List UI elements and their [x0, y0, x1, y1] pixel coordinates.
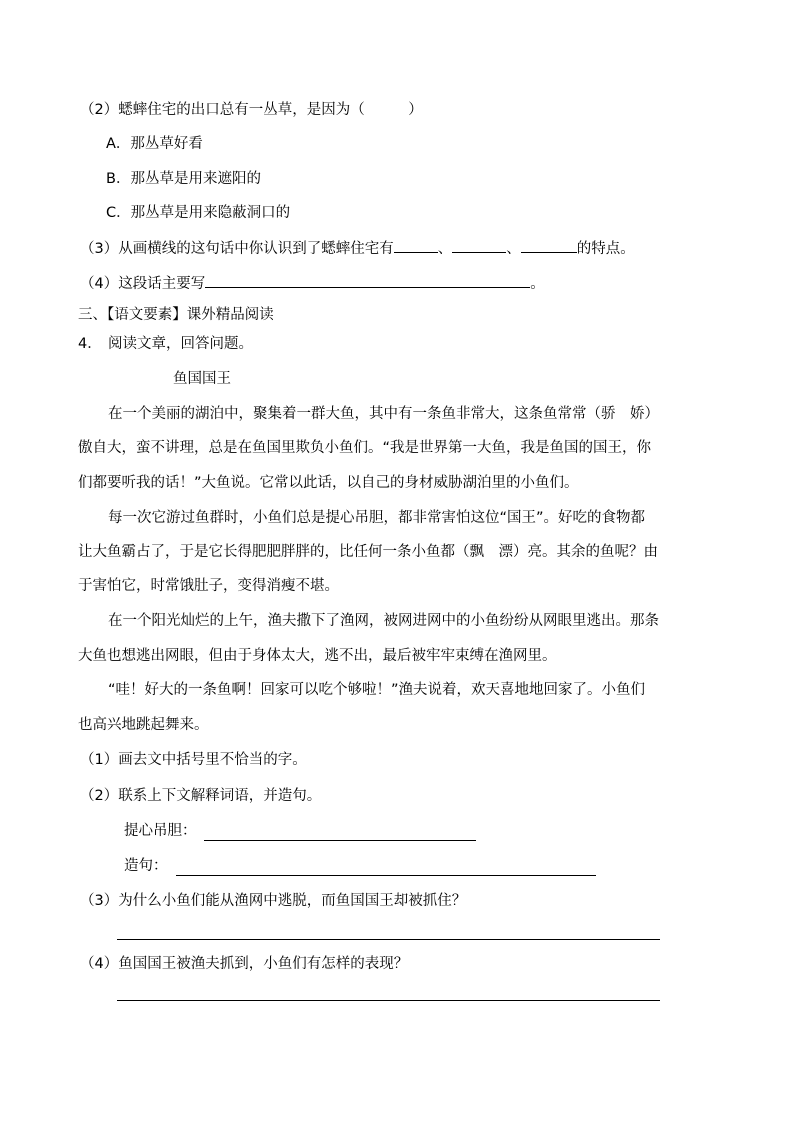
q3-blank-3[interactable]	[521, 238, 577, 253]
article-line: 大鱼也想逃出网眼，但由于身体太大，逃不出，最后被牢牢束缚在渔网里。	[78, 648, 557, 664]
q4-prefix: （4）这段话主要写	[80, 276, 206, 292]
article-line: 每一次它游过鱼群时，小鱼们总是提心吊胆，都非常害怕这位“国王”。好吃的食物都	[108, 510, 646, 526]
q3-sep-2: 、	[506, 241, 521, 257]
subq-3: （3）为什么小鱼们能从渔网中逃脱，而鱼国国王却被抓住？	[80, 893, 467, 909]
q4-blank[interactable]	[205, 273, 530, 288]
q3-blank-1[interactable]	[394, 238, 438, 253]
article-line: 于害怕它，时常饿肚子，变得消瘦不堪。	[78, 578, 339, 594]
article-line: 在一个阳光灿烂的上午，渔夫撒下了渔网，被网进网中的小鱼纷纷从网眼里逃出。那条	[108, 613, 659, 629]
subq-2: （2）联系上下文解释词语，并造句。	[80, 788, 322, 804]
article-line: 在一个美丽的湖泊中，聚集着一群大鱼，其中有一条鱼非常大，这条鱼常常（骄 娇）	[108, 406, 659, 422]
q2-option-a: A．那丛草好看	[106, 136, 203, 152]
article-line: “哇！好大的一条鱼啊！回家可以吃个够啦！”渔夫说着，欢天喜地地回家了。小鱼们	[108, 682, 646, 698]
q2-option-b: B．那丛草是用来遮阳的	[106, 171, 261, 187]
article-line: 也高兴地跳起舞来。	[78, 717, 209, 733]
q4-suffix: 。	[530, 276, 545, 292]
article-line: 傲自大，蛮不讲理，总是在鱼国里欺负小鱼们。“我是世界第一大鱼，我是鱼国的国王，你	[78, 440, 652, 456]
subq-4-answer-line[interactable]	[117, 1000, 660, 1001]
q4-line	[80, 273, 545, 294]
subq-2-term-label: 提心吊胆：	[124, 823, 197, 839]
q2-option-c: C．那丛草是用来隐蔽洞口的	[106, 205, 291, 221]
q3-blank-2[interactable]	[452, 238, 506, 253]
article-line: 们都要听我的话！”大鱼说。它常以此话，以自己的身材威胁湖泊里的小鱼们。	[78, 475, 579, 491]
subq-1: （1）画去文中括号里不恰当的字。	[80, 752, 307, 768]
q3-line	[80, 238, 635, 259]
q3-suffix: 的特点。	[576, 241, 635, 257]
article-line: 让大鱼霸占了，于是它长得肥肥胖胖的，比任何一条小鱼都（飘 漂）亮。其余的鱼呢？由	[78, 544, 658, 560]
q3-sep-1: 、	[437, 241, 453, 257]
section3-title: 三、【语文要素】课外精品阅读	[78, 307, 274, 323]
question4-number: 4．	[78, 336, 102, 352]
subq-2-sentence-label: 造句：	[124, 858, 168, 874]
q3-prefix: （3）从画横线的这句话中你认识到了蟋蟀住宅有	[80, 241, 394, 257]
question4-instruction: 阅读文章，回答问题。	[108, 336, 253, 352]
subq-4: （4）鱼国国王被渔夫抓到，小鱼们有怎样的表现？	[80, 956, 409, 972]
subq-2-term-answer-line[interactable]	[204, 840, 476, 841]
subq-2-sentence-answer-line[interactable]	[176, 875, 596, 876]
article-title: 鱼国国王	[173, 371, 231, 387]
subq-3-answer-line[interactable]	[117, 939, 660, 940]
q2-stem: （2）蟋蟀住宅的出口总有一丛草，是因为（ ）	[80, 102, 423, 118]
